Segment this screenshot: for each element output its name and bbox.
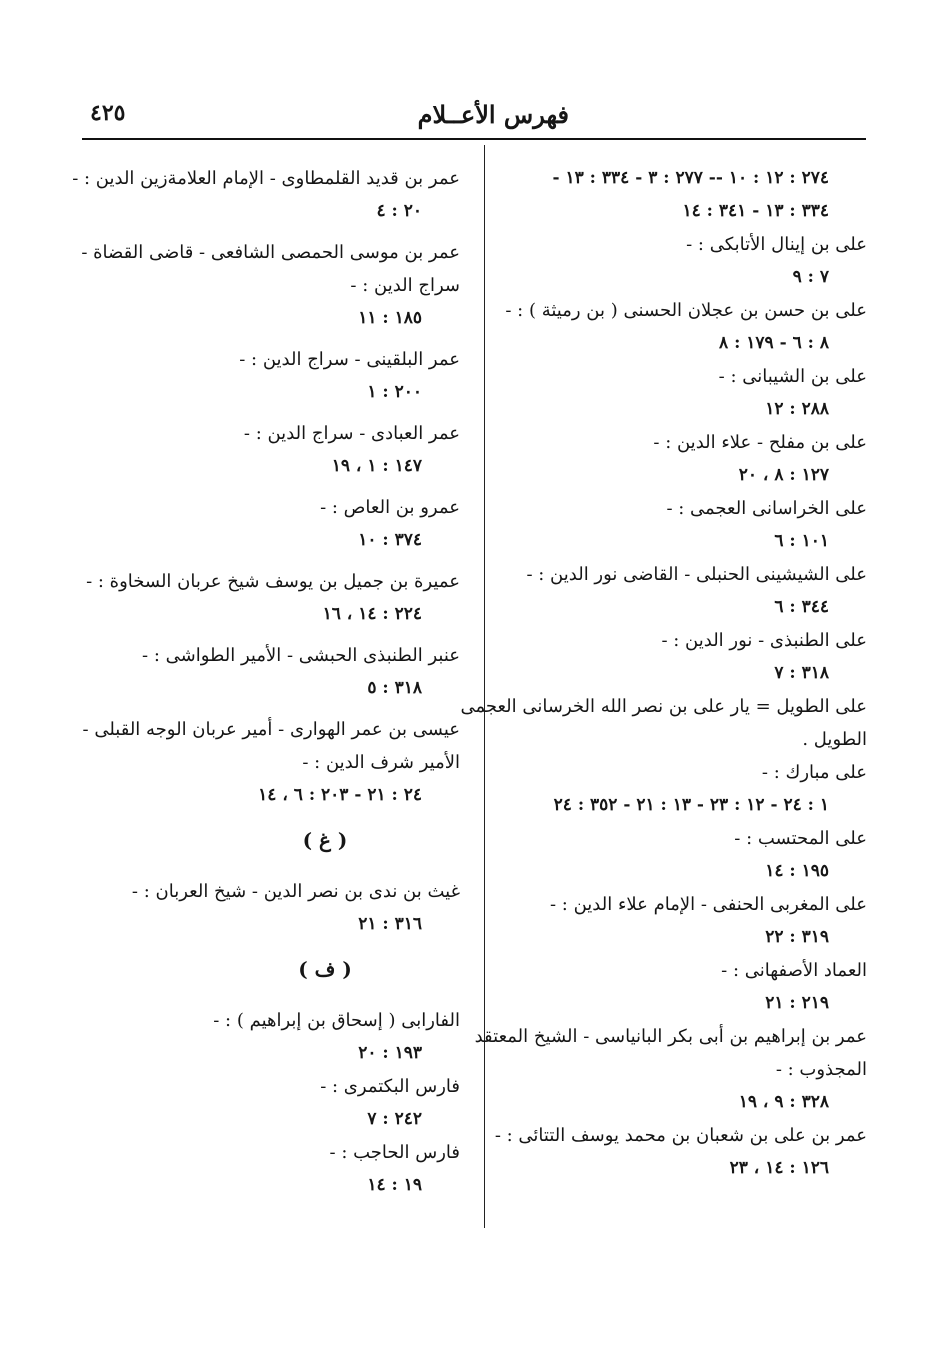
page-references: ٢١٩ : ٢١ — [765, 993, 829, 1013]
page-references: ١٢٦ : ١٤ ، ٢٣ — [729, 1158, 829, 1178]
index-entry-name: على المحتسب : - — [734, 828, 867, 849]
page-references: ٢٧٤ : ١٢ : ١٠ -- ٢٧٧ : ٣ - ٣٣٤ : ١٣ - — [552, 168, 829, 188]
index-entry-name: على بن إينال الأتابكى : - — [686, 234, 867, 255]
header-rule — [82, 138, 866, 140]
page-references: ٨ : ٦ - ١٧٩ : ٨ — [719, 333, 829, 353]
index-column-left — [72, 162, 460, 1202]
index-entry-name: الأمير شرف الدين : - — [302, 752, 460, 773]
index-entry-name: عيسى بن عمر الهوارى - أمير عربان الوجه القبلى - — [82, 719, 460, 740]
spacer — [100, 483, 460, 491]
spacer — [100, 409, 460, 417]
index-entry-name: غيث بن ندى بن نصر الدين - شيخ العربان : - — [131, 881, 460, 902]
index-entry-name: العماد الأصفهانى : - — [721, 960, 867, 981]
index-entry-name: عمر العبادى - سراج الدين : - — [243, 423, 460, 444]
page-references: ١٩٥ : ١٤ — [765, 861, 829, 881]
index-entry-name: عمر البلقينى - سراج الدين : - — [239, 349, 460, 370]
index-entry-name: على بن الشيبانى : - — [718, 366, 867, 387]
section-letter-heading: ( ف ) — [298, 957, 352, 981]
page-references: ١٤٧ : ١ ، ١٩ — [331, 456, 422, 476]
page-references: ٢٤ : ٢١ - ٢٠٣ : ٦ ، ١٤ — [258, 785, 422, 805]
page-references: ٣١٨ : ٥ — [367, 678, 422, 698]
page-references: ٣٢٨ : ٩ ، ١٩ — [738, 1092, 829, 1112]
index-entry-name: على الطنبذى - نور الدين : - — [661, 630, 867, 651]
index-entry-name: على بن حسن بن عجلان الحسنى ( بن رميثة ) : - — [505, 300, 867, 321]
page-references: ٣١٩ : ٢٢ — [765, 927, 829, 947]
index-entry-name: على مبارك : - — [761, 762, 867, 783]
page-references: ٣٣٤ : ١٣ - ٣٤١ : ١٤ — [682, 201, 829, 221]
page-references: ٢٠٠ : ١ — [367, 382, 422, 402]
page-references: ٢٢٤ : ١٤ ، ١٦ — [322, 604, 422, 624]
page-references: ٧ : ٩ — [792, 267, 829, 287]
page-references: ٣١٦ : ٢١ — [358, 914, 422, 934]
page-references: ١٩٣ : ٢٠ — [358, 1043, 422, 1063]
index-entry-name: على الطويل = يار على بن نصر الله الخرسانى العجمى — [460, 696, 867, 717]
page-references: ٣٤٤ : ٦ — [774, 597, 829, 617]
page-references: ١٨٥ : ١١ — [358, 308, 422, 328]
page-references: ٢٤٢ : ٧ — [367, 1109, 422, 1129]
page-number: ٤٢٥ — [90, 100, 126, 126]
page-references: ٢٠ : ٤ — [376, 201, 422, 221]
page-references: ٢٨٨ : ١٢ — [765, 399, 829, 419]
page-header — [82, 100, 864, 138]
index-entry-name: عمر بن إبراهيم بن أبى بكر البانياسى - الشيخ المعتقد — [474, 1026, 867, 1047]
spacer — [100, 335, 460, 343]
page-references: ١٩ : ١٤ — [367, 1175, 422, 1195]
index-entry-name: عمر بن قديد القلمطاوى - الإمام العلامةزين الدين : - — [72, 168, 460, 189]
page-references: ٣٧٤ : ١٠ — [358, 530, 422, 550]
index-entry-name: فارس الحاجب : - — [329, 1142, 460, 1163]
index-entry-name: على بن مفلح - علاء الدين : - — [653, 432, 867, 453]
index-entry-name: سراج الدين : - — [350, 275, 460, 296]
index-entry-name: على المغربى الحنفى - الإمام علاء الدين : - — [550, 894, 867, 915]
page-references: ١٢٧ : ٨ ، ٢٠ — [738, 465, 829, 485]
index-entry-name: الفارابى ( إسحاق بن إبراهيم ) : - — [213, 1010, 460, 1031]
index-column-right — [460, 162, 867, 1185]
index-entry-name: عمرو بن العاص : - — [320, 497, 460, 518]
index-entry-name: المجذوب : - — [775, 1059, 867, 1080]
spacer — [100, 557, 460, 565]
index-entry-name: عمر بن موسى الحمصى الشافعى - قاضى القضاة - — [81, 242, 460, 263]
index-entry-name: الطويل . — [802, 729, 867, 750]
spacer — [100, 631, 460, 639]
index-entry-name: فارس البكتمرى : - — [320, 1076, 460, 1097]
spacer — [100, 228, 460, 236]
column-divider — [484, 145, 485, 1228]
section-letter-heading: ( غ ) — [302, 828, 348, 852]
index-entry-name: عمر بن على بن شعبان بن محمد يوسف التتائى : - — [494, 1125, 867, 1146]
page-title: فهرس الأعــلام — [417, 100, 569, 129]
page-references: ١ : ٢٤ - ١٢ : ٢٣ - ١٣ : ٢١ - ٣٥٢ : ٢٤ — [553, 795, 829, 815]
index-entry-name: عنبر الطنبذى الحبشى - الأمير الطواشى : - — [142, 645, 460, 666]
index-entry-name: عميرة بن جميل بن يوسف شيخ عربان السخاوة : - — [86, 571, 460, 592]
index-entry-name: على الشيشينى الحنبلى - القاضى نور الدين : - — [526, 564, 867, 585]
page-references: ٣١٨ : ٧ — [774, 663, 829, 683]
spacer — [100, 705, 460, 713]
index-entry-name: على الخراسانى العجمى : - — [666, 498, 867, 519]
page-references: ١٠١ : ٦ — [774, 531, 829, 551]
